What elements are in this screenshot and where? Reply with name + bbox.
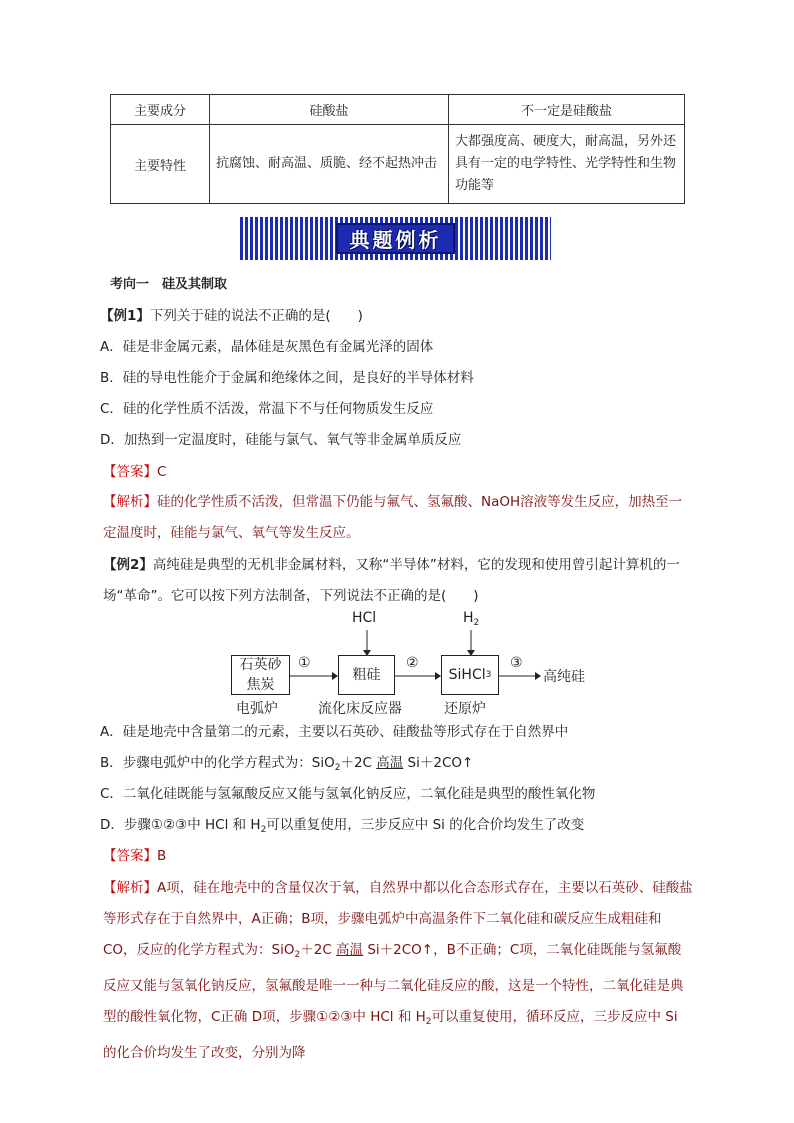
example1-tag: 【例1】 <box>100 308 150 324</box>
reagent1-label: HCl <box>352 610 377 626</box>
example2-question-text: 高纯硅是典型的无机非金属材料，又称“半导体”材料，它的发现和使用曾引起计算机的一场“革命”。它可以按下列方法制备，下列说法不正确的是( ) <box>103 557 680 604</box>
step3-label: ③ <box>510 655 523 671</box>
table-header-silicate: 硅酸盐 <box>210 95 449 125</box>
analysis-sub2: 2 <box>425 1017 432 1027</box>
box1-line2: 焦炭 <box>246 677 275 693</box>
box3-sub: 3 <box>485 670 492 680</box>
option-b-sub: 2 <box>334 763 341 773</box>
table-header-label: 主要成分 <box>111 95 210 125</box>
box1-caption: 电弧炉 <box>236 701 278 717</box>
example2-question <box>103 550 693 612</box>
example1-answer-value: C <box>157 464 167 480</box>
arrow-step3-icon <box>499 670 541 682</box>
step1-label: ① <box>298 655 311 671</box>
table-cell-new: 大都强度高、硬度大，耐高温，另外还具有一定的电学特性、光学特性和生物功能等 <box>449 125 685 204</box>
option-d-post: 可以重复使用，三步反应中 Si 的化合价均发生了改变 <box>266 817 585 833</box>
example1-option-b: B．硅的导电性能介于金属和绝缘体之间，是良好的半导体材料 <box>100 370 474 386</box>
option-b-condition: 高温 <box>376 755 404 771</box>
section-title: 考向一 硅及其制取 <box>110 277 228 292</box>
product-label: 高纯硅 <box>543 669 585 685</box>
properties-table <box>110 94 685 204</box>
option-d-pre: D．步骤①②③中 HCl 和 H <box>100 817 261 833</box>
option-b-mid: ＋2C <box>340 755 377 771</box>
box1-line1: 石英砂 <box>239 657 282 673</box>
table-row <box>111 95 685 125</box>
option-b-pre: B．步骤电弧炉中的化学方程式为：SiO <box>100 755 335 771</box>
arrow-reagent2-icon <box>466 630 476 656</box>
diagram-box-crude-silicon <box>338 655 395 695</box>
diagram-box-trichlorosilane <box>441 655 499 695</box>
example1-analysis-text: 硅的化学性质不活泼，但常温下仍能与氟气、氢氟酸、NaOH溶液等发生反应，加热至一定温度时，硅能与氯气、氧气等发生反应。 <box>103 494 683 541</box>
reagent2-sub: 2 <box>473 618 480 628</box>
example2-option-b <box>100 753 473 778</box>
section-banner <box>240 217 551 260</box>
analysis-part1: A项，硅在地壳中的含量仅次于氧，自然界中都以化合态形式存在，主要以石英砂、硅酸盐等形式存在于自然界中，A正确；B项，步骤电弧炉中高温条件下二氧化硅和碳反应生成粗硅和CO，反应的化学方程式为：SiO <box>103 880 693 958</box>
example2-analysis-tag: 【解析】 <box>103 880 157 896</box>
diagram-box-raw-materials <box>231 655 290 695</box>
example1-option-d: D．加热到一定温度时，硅能与氯气、氧气等非金属单质反应 <box>100 432 462 448</box>
table-cell-traditional: 抗腐蚀、耐高温、质脆、经不起热冲击 <box>210 125 449 204</box>
arrow-reagent1-icon <box>362 630 372 656</box>
example2-analysis <box>103 873 693 1069</box>
banner-plate <box>336 223 455 254</box>
reagent2-text: H <box>463 610 474 626</box>
example2-option-c: C．二氧化硅既能与氢氟酸反应又能与氢氧化钠反应，二氧化硅是典型的酸性氧化物 <box>100 786 596 802</box>
step2-label: ② <box>406 655 419 671</box>
analysis-part3: Si＋2CO↑，B不正确；C项，二氧化硅既能与氢氟酸反应又能与氢氧化钠反应，氢氟酸是唯一一种与二氧化硅反应的酸，这是一个特性，二氧化硅是典型的酸性氧化物，C正确 D项，步骤①②③中 HCl 和 H <box>103 942 684 1025</box>
example1-analysis-tag: 【解析】 <box>103 494 157 510</box>
option-d-sub: 2 <box>260 825 267 835</box>
example2-tag: 【例2】 <box>103 557 153 573</box>
example1-answer-tag: 【答案】 <box>103 464 157 480</box>
arrow-step2-icon <box>395 670 441 682</box>
arrow-step1-icon <box>290 670 338 682</box>
analysis-part2: ＋2C <box>300 942 337 958</box>
example2-answer <box>103 846 166 866</box>
box2-text: 粗硅 <box>352 667 381 683</box>
example2-option-a: A．硅是地壳中含量第二的元素，主要以石英砂、硅酸盐等形式存在于自然界中 <box>100 724 569 740</box>
reagent2-label <box>463 610 479 628</box>
option-b-post: Si＋2CO↑ <box>403 755 474 771</box>
analysis-condition: 高温 <box>336 942 364 958</box>
example1-option-c: C．硅的化学性质不活泼，常温下不与任何物质发生反应 <box>100 401 434 417</box>
box3-text: SiHCl <box>448 667 486 683</box>
table-row <box>111 125 685 204</box>
example2-answer-tag: 【答案】 <box>103 848 157 864</box>
example1-question-text: 下列关于硅的说法不正确的是( ) <box>149 308 363 324</box>
analysis-part4: 可以重复使用，循环反应，三步反应中 Si 的化合价均发生了改变，分别为降 <box>103 1009 678 1061</box>
example1-answer <box>103 462 166 482</box>
box3-caption: 还原炉 <box>444 701 486 717</box>
banner-title: 典题例析 <box>349 228 442 252</box>
analysis-sub1: 2 <box>294 950 301 960</box>
table-row-label: 主要特性 <box>111 125 210 204</box>
table-header-not-silicate: 不一定是硅酸盐 <box>449 95 685 125</box>
example2-answer-value: B <box>157 848 167 864</box>
example1-option-a: A．硅是非金属元素，晶体硅是灰黑色有金属光泽的固体 <box>100 339 434 355</box>
example1-question <box>100 306 363 326</box>
box2-caption: 流化床反应器 <box>318 701 402 717</box>
example1-analysis <box>103 487 693 549</box>
example2-option-d <box>100 815 584 840</box>
